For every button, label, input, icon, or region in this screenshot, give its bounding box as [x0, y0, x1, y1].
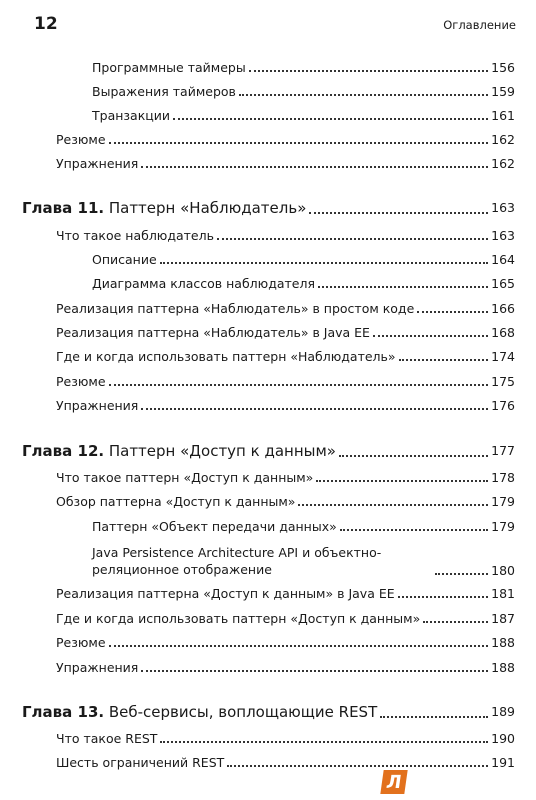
- toc-page: 191: [491, 755, 515, 770]
- toc-page: 180: [491, 563, 515, 578]
- toc-page: 162: [491, 132, 515, 147]
- toc-page: 162: [491, 156, 515, 171]
- toc-entry: Паттерн «Объект передачи данных» 179: [92, 519, 515, 534]
- toc-page: 188: [491, 660, 515, 675]
- toc-chapter-11: Глава 11. Паттерн «Наблюдатель» 163: [22, 199, 515, 217]
- toc-entry: Программные таймеры 156: [92, 60, 515, 75]
- toc-page: 164: [491, 252, 515, 267]
- toc-page: 174: [491, 349, 515, 364]
- toc-entry: Упражнения 162: [56, 156, 515, 171]
- toc-page: 187: [491, 611, 515, 626]
- toc-entry: Резюме 175: [56, 374, 515, 389]
- toc-entry: Что такое REST 190: [56, 731, 515, 746]
- toc-entry: Где и когда использовать паттерн «Наблюдатель» 174: [56, 349, 515, 364]
- toc-chapter-12: Глава 12. Паттерн «Доступ к данным» 177: [22, 442, 515, 460]
- toc-page: 163: [491, 228, 515, 243]
- toc-page: 168: [491, 325, 515, 340]
- toc-entry: Реализация паттерна «Наблюдатель» в простом коде 166: [56, 301, 515, 316]
- toc-page: 176: [491, 398, 515, 413]
- toc-entry: Шесть ограничений REST 191: [56, 755, 515, 770]
- toc-page: 165: [491, 276, 515, 291]
- toc-entry: Что такое паттерн «Доступ к данным» 178: [56, 470, 515, 485]
- toc-entry: Java Persistence Architecture API и объектно-реляционное отображение 180: [92, 545, 515, 578]
- toc-page: 161: [491, 108, 515, 123]
- toc-entry: Выражения таймеров 159: [92, 84, 515, 99]
- toc-entry: Упражнения 188: [56, 660, 515, 675]
- toc-entry: Резюме 188: [56, 635, 515, 650]
- toc-page: 190: [491, 731, 515, 746]
- toc-entry: Обзор паттерна «Доступ к данным» 179: [56, 494, 515, 509]
- toc-page: 179: [491, 519, 515, 534]
- toc-page: 175: [491, 374, 515, 389]
- page-number: 12: [34, 14, 58, 34]
- toc-page: 181: [491, 586, 515, 601]
- toc-entry: Резюме 162: [56, 132, 515, 147]
- toc-entry: Где и когда использовать паттерн «Доступ к данным» 187: [56, 611, 515, 626]
- running-header: Оглавление: [443, 18, 516, 32]
- toc-entry: Реализация паттерна «Наблюдатель» в Java EE 168: [56, 325, 515, 340]
- toc-page: 156: [491, 60, 515, 75]
- toc-page: 177: [491, 443, 515, 458]
- toc-page: 189: [491, 704, 515, 719]
- toc-entry: Реализация паттерна «Доступ к данным» в Java EE 181: [56, 586, 515, 601]
- toc-entry: Диаграмма классов наблюдателя 165: [92, 276, 515, 291]
- toc-page: 188: [491, 635, 515, 650]
- toc-entry: Что такое наблюдатель 163: [56, 228, 515, 243]
- publisher-logo-icon: Л: [380, 770, 407, 794]
- toc-chapter-13: Глава 13. Веб-сервисы, воплощающие REST 189: [22, 703, 515, 721]
- toc-page: 179: [491, 494, 515, 509]
- toc-page: 178: [491, 470, 515, 485]
- toc-entry: Описание 164: [92, 252, 515, 267]
- toc-page: 163: [491, 200, 515, 215]
- toc-page: 159: [491, 84, 515, 99]
- toc-entry: Транзакции 161: [92, 108, 515, 123]
- toc-entry: Упражнения 176: [56, 398, 515, 413]
- toc-page: 166: [491, 301, 515, 316]
